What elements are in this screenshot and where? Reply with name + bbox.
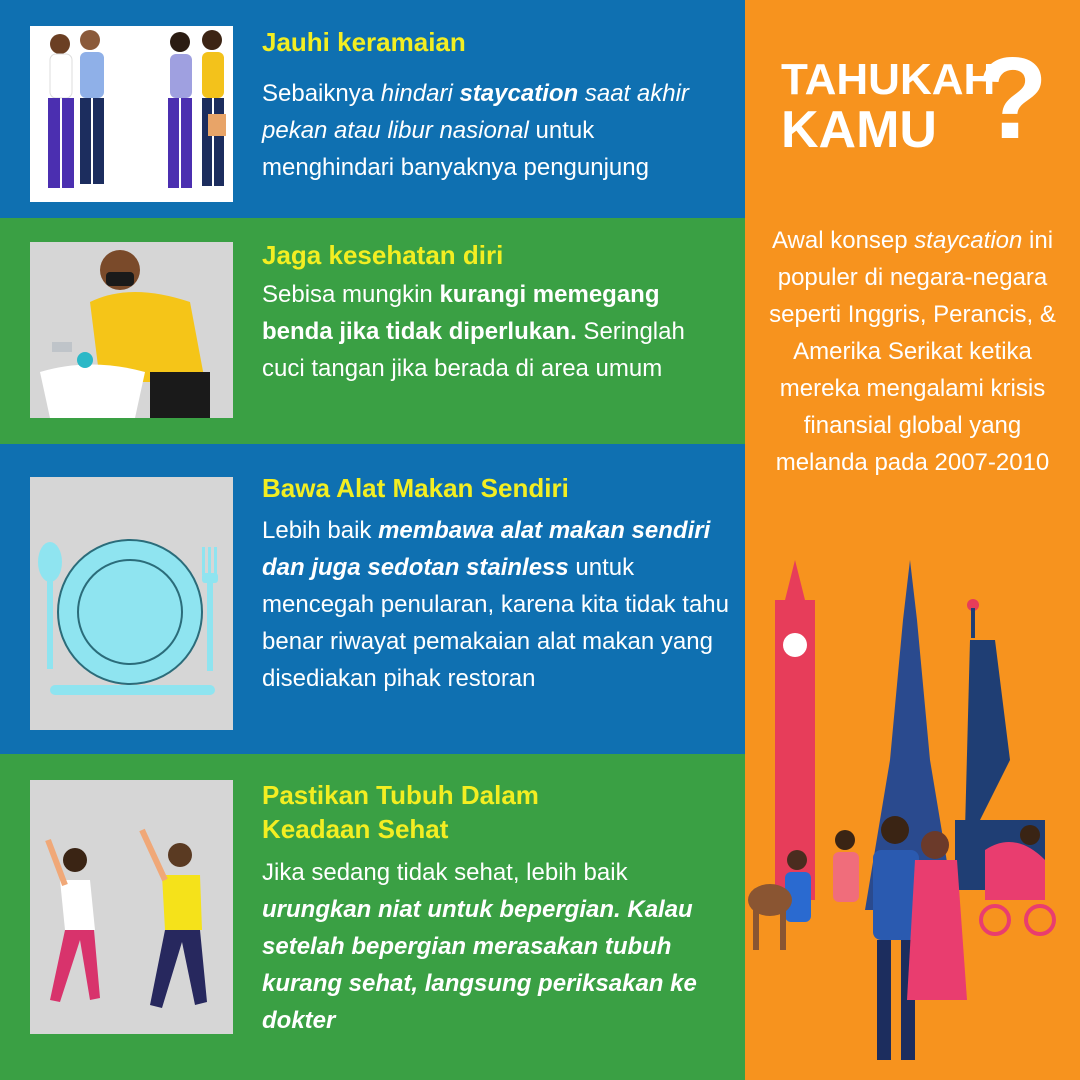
tip-title-health: Jaga kesehatan diri	[262, 240, 504, 270]
tip-title-wellness	[262, 778, 539, 846]
tip-body-emphasis: kurangi memegang benda jika tidak diperlukan.	[262, 281, 660, 345]
tip-body-cutlery	[262, 512, 732, 697]
tip-body-text: Sebisa mungkin	[262, 281, 440, 308]
tip-title-cutlery: Bawa Alat Makan Sendiri	[262, 473, 569, 503]
tip-band-health	[0, 218, 745, 444]
handwashing-illustration	[30, 242, 233, 418]
tip-body-text: Jika sedang tidak sehat, lebih baik	[262, 859, 628, 886]
landmarks-illustration	[745, 560, 1080, 1080]
tip-body-health	[262, 276, 732, 387]
tip-body-text: hindari	[380, 80, 460, 107]
fact-text-emphasis: staycation	[914, 227, 1023, 254]
tip-band-cutlery	[0, 444, 745, 754]
tip-body-emphasis: akhir pekan atau libur nasional	[262, 80, 689, 144]
fact-text-part: ini populer di negara-negara seperti Inggris, Perancis, & Amerika Serikat ketika mereka mengalami krisis finansial global yang melanda pada 2007-2010	[769, 227, 1056, 476]
heading-line: TAHUKAH	[781, 55, 996, 104]
heading-line: KAMU	[781, 101, 937, 159]
tip-body-wellness	[262, 854, 732, 1039]
tip-title-crowds: Jauhi keramaian	[262, 27, 466, 57]
tip-title-line: Keadaan Sehat	[262, 814, 449, 844]
tip-title-line: Pastikan Tubuh Dalam	[262, 780, 539, 810]
fact-text-part: Awal konsep	[771, 227, 915, 254]
did-you-know-panel	[745, 0, 1080, 1080]
tip-body-text: untuk menghindari banyaknya pengunjung	[262, 117, 649, 181]
tip-band-crowds	[0, 0, 745, 218]
tip-band-wellness	[0, 754, 745, 1080]
dancing-people-illustration	[30, 780, 233, 1034]
tip-body-text: Sebaiknya	[262, 80, 381, 107]
tip-body-text: Seringlah cuci tangan jika berada di area umum	[262, 318, 685, 382]
did-you-know-heading	[781, 55, 996, 159]
tip-body-emphasis: urungkan niat untuk bepergian. Kalau setelah bepergian merasakan tubuh kurang sehat, langsung periksakan ke dokter	[262, 896, 697, 1034]
tip-body-emphasis: membawa alat makan sendiri dan juga sedotan stainless	[262, 517, 711, 581]
question-mark: ?	[977, 33, 1048, 163]
tip-body-text: untuk mencegah penularan, karena kita tidak tahu benar riwayat pemakaian alat makan yang disediakan pihak restoran	[262, 554, 729, 692]
cutlery-illustration	[30, 477, 233, 730]
tip-body-text: saat	[578, 80, 637, 107]
tip-body-emphasis: staycation	[459, 80, 579, 107]
tip-body-text: Lebih baik	[262, 517, 379, 544]
crowd-illustration	[30, 26, 233, 202]
tip-body-crowds	[262, 75, 732, 186]
fact-text	[765, 222, 1060, 481]
